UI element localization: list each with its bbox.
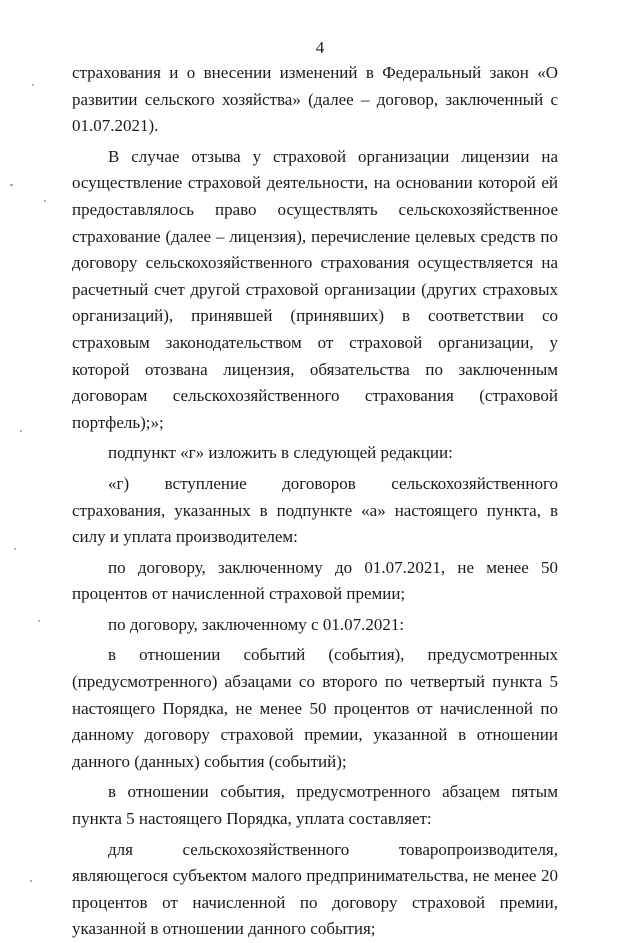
document-body	[72, 60, 558, 943]
paragraph: по договору, заключенному до 01.07.2021, не менее 50 процентов от начисленной страховой премии;	[72, 557, 558, 604]
scan-speck	[14, 548, 16, 550]
scan-speck	[20, 430, 22, 432]
paragraph: страхования и о внесении изменений в Федеральный закон «О развитии сельского хозяйства» (далее – договор, заключенный с 01.07.2021).	[72, 63, 558, 136]
paragraph: в отношении события, предусмотренного абзацем пятым пункта 5 настоящего Порядка, уплата составляет:	[72, 782, 558, 829]
scan-speck	[44, 200, 46, 202]
paragraph: по договору, заключенному с 01.07.2021:	[108, 614, 405, 634]
scan-speck	[38, 620, 40, 622]
scan-speck	[32, 84, 34, 86]
scan-speck	[30, 880, 32, 882]
paragraph: В случае отзыва у страховой организации лицензии на осуществление страховой деятельности, на основании которой ей предоставлялось право осуществлять сельскохозяйственное страхование (далее – лицензия), перечисление целевых средств по договору сельскохозяйственного страхования осуществляется на расчетный счет другой страховой организации (других страховых организаций), принявшей (принявших) в соответствии со страховым законодательством от страховой организации, у которой отозвана лицензия, обязательства по заключенным договорам сельскохозяйственного страхования (страховой портфель);»;	[72, 146, 558, 432]
paragraph: «г) вступление договоров сельскохозяйственного страхования, указанных в подпункте «а» настоящего пункта, в силу и уплата производителем:	[72, 473, 558, 547]
page-number: 4	[315, 38, 325, 57]
paragraph: в отношении событий (события), предусмотренных (предусмотренного) абзацами со второго по четвертый пункта 5 настоящего Порядка, не менее 50 процентов от начисленной по данному договору страховой премии, указанной в отношении данного (данных) события (событий);	[72, 645, 558, 771]
paragraph: подпункт «г» изложить в следующей редакции:	[108, 443, 453, 463]
paragraph: для сельскохозяйственного товаропроизводителя, являющегося субъектом малого предпринимательства, не менее 20 процентов от начисленной по договору страховой премии, указанной в отношении данного события;	[72, 839, 558, 939]
scan-speck	[10, 184, 13, 186]
